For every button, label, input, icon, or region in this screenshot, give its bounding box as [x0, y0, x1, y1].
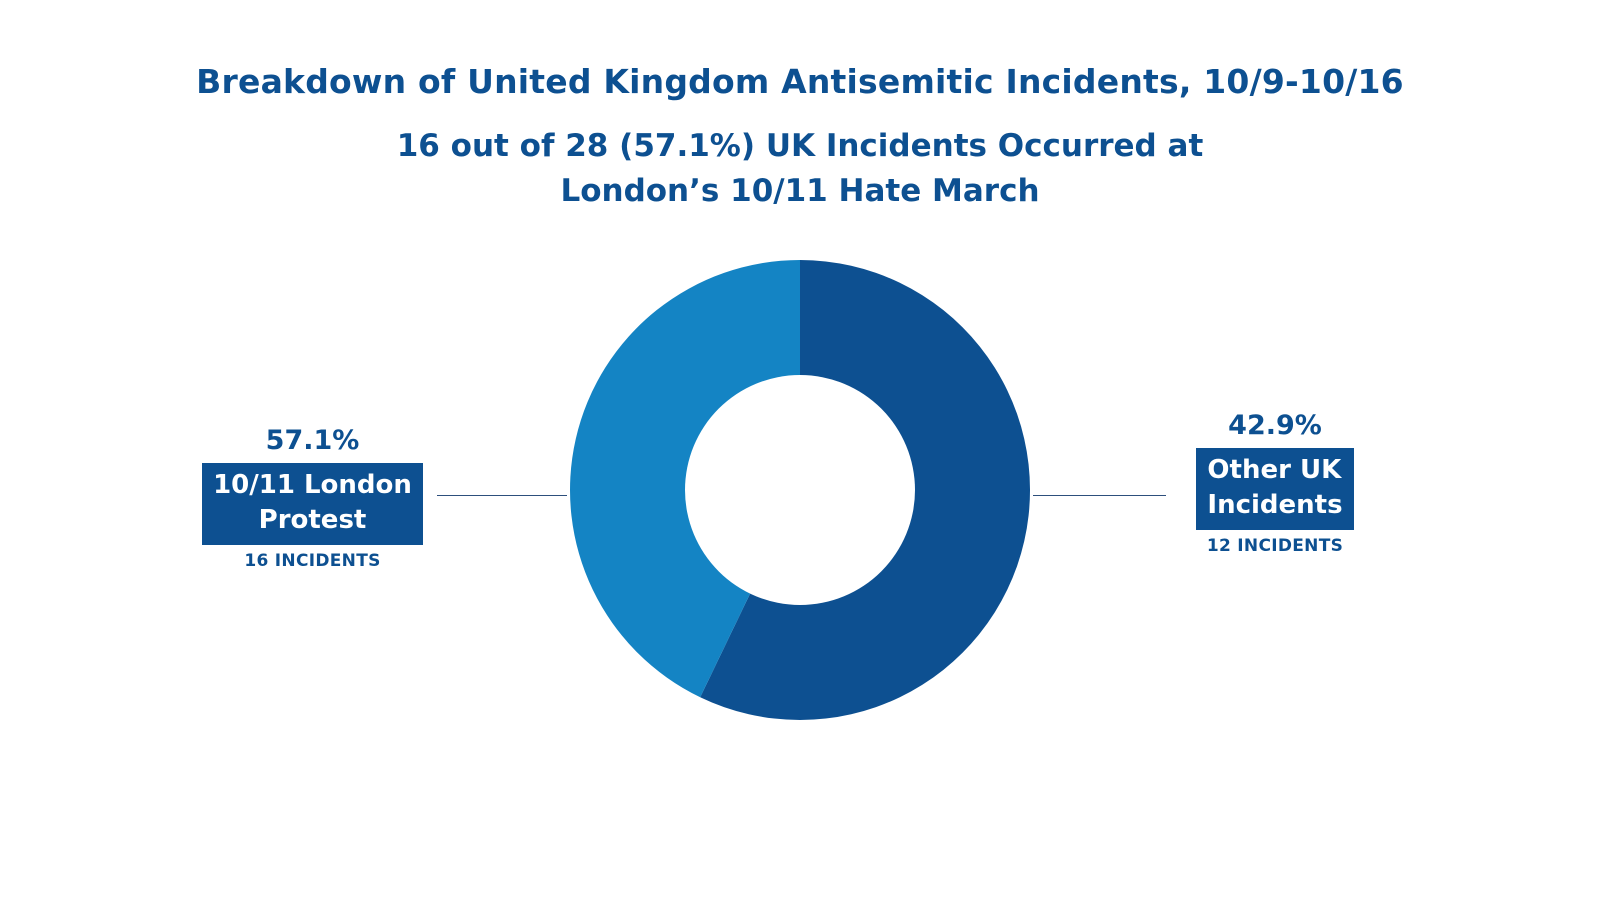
leader-line-left — [437, 495, 567, 496]
callout-right-count: 12 INCIDENTS — [1206, 535, 1344, 556]
callout-left-count: 16 INCIDENTS — [244, 550, 381, 571]
callout-right-label — [1196, 448, 1353, 530]
callout-left-percent: 57.1% — [265, 425, 360, 456]
callout-left-label — [202, 463, 423, 545]
donut-hole — [685, 375, 915, 605]
leader-line-right — [1033, 495, 1166, 496]
title-block — [0, 62, 1600, 213]
callout-right-label-line2: Incidents — [1207, 489, 1343, 520]
callout-other-uk — [1150, 410, 1400, 556]
page-subtitle-line2: London’s 10/11 Hate March — [560, 172, 1040, 209]
callout-right-percent: 42.9% — [1228, 410, 1322, 441]
donut-chart — [565, 255, 1035, 725]
callout-london-protest — [185, 425, 440, 571]
donut-svg — [565, 255, 1035, 725]
callout-left-label-line2: Protest — [258, 504, 367, 535]
page-title: Breakdown of United Kingdom Antisemitic Incidents, 10/9-10/16 — [196, 62, 1404, 101]
callout-right-label-line1: Other UK — [1207, 455, 1342, 485]
page-subtitle-line1: 16 out of 28 (57.1%) UK Incidents Occurred at — [396, 127, 1204, 164]
callout-left-label-line1: 10/11 London — [213, 470, 412, 500]
page-subtitle — [0, 124, 1600, 214]
